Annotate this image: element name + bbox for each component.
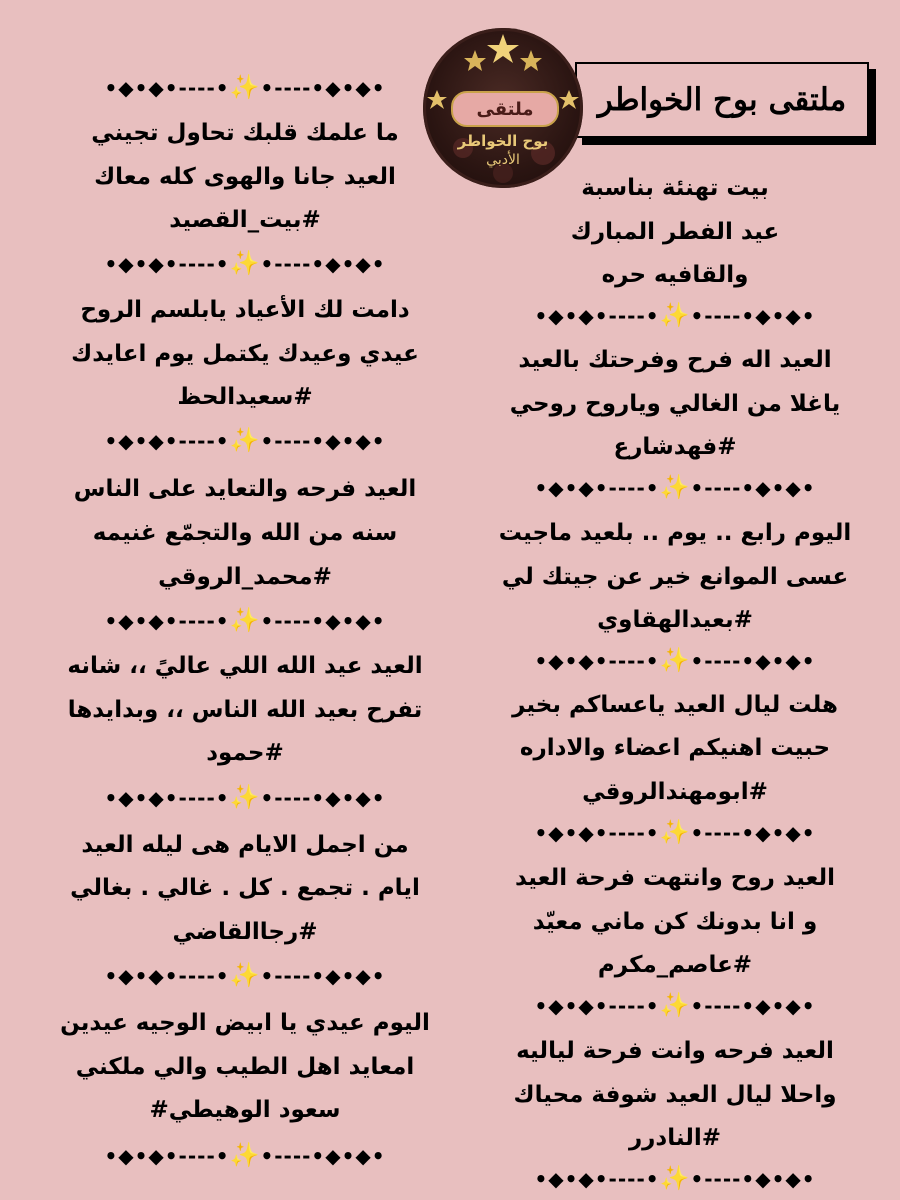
sparkle-icon: ✨ (229, 249, 261, 277)
poem-line: ما علمك قلبك تحاول تجيني (91, 120, 399, 146)
poem-line: العيد عيد الله اللي عاليً ،، شانه (67, 653, 423, 679)
logo-tagline: الأدبي (486, 152, 520, 168)
intro-line: بيت تهنئة بناسبة (581, 175, 769, 201)
poem-line: تفرح بعيد الله الناس ،، وبدايدها (67, 697, 423, 723)
ornament-divider: •◆•◆•----•✨•----•◆•◆• (534, 1164, 816, 1192)
ornament-divider: •◆•◆•----•✨•----•◆•◆• (104, 73, 386, 101)
poem-line: العيد فرحه وانت فرحة لياليه (516, 1038, 834, 1064)
sparkle-icon: ✨ (659, 818, 691, 846)
sparkle-icon: ✨ (659, 473, 691, 501)
ornament-divider: •◆•◆•----•✨•----•◆•◆• (534, 818, 816, 846)
sparkle-icon: ✨ (659, 301, 691, 329)
poem-line: العيد جانا والهوى كله معاك (94, 164, 396, 190)
poem-author: #عاصم_مكرم (597, 952, 753, 978)
poem-author: #سعيدالحظ (177, 384, 313, 410)
poem-line: من اجمل الايام هى ليله العيد (81, 832, 409, 858)
poem-line: سنه من الله والتجمّع غنيمه (92, 520, 398, 546)
sparkle-icon: ✨ (659, 991, 691, 1019)
ornament-divider: •◆•◆•----•✨•----•◆•◆• (534, 991, 816, 1019)
poem-author: #محمد_الروقي (158, 564, 332, 590)
poem-line: حبيت اهنيكم اعضاء والاداره (519, 735, 831, 761)
sparkle-icon: ✨ (229, 426, 261, 454)
poem-line: ايام . تجمع . كل . غالي . بغالي (70, 875, 420, 901)
sparkle-icon: ✨ (229, 73, 261, 101)
sparkle-icon: ✨ (229, 783, 261, 811)
sparkle-icon: ✨ (659, 1164, 691, 1192)
poem-author: #حمود (206, 740, 284, 766)
logo-subtitle: بوح الخواطر (457, 132, 549, 150)
ornament-divider: •◆•◆•----•✨•----•◆•◆• (104, 426, 386, 454)
logo-name: ملتقى (451, 91, 559, 127)
sparkle-icon: ✨ (229, 961, 261, 989)
ornament-divider: •◆•◆•----•✨•----•◆•◆• (104, 1141, 386, 1169)
poem-line: اليوم رابع .. يوم .. بلعيد ماجيت (498, 520, 852, 546)
poem-line: العيد اله فرح وفرحتك بالعيد (518, 347, 832, 373)
poem-line: و انا بدونك كن ماني معيّد (532, 909, 818, 935)
page-title-box (575, 62, 869, 138)
poem-line: عسى الموانع خير عن جيتك لي (501, 564, 849, 590)
ornament-divider: •◆•◆•----•✨•----•◆•◆• (104, 606, 386, 634)
poem-author: #ابومهندالروقي (582, 779, 768, 805)
poem-line: اليوم عيدي يا ابيض الوجيه عيدين (60, 1010, 430, 1036)
poem-author: #فهدشارع (613, 434, 737, 460)
poem-line: العيد روح وانتهت فرحة العيد (514, 865, 836, 891)
poem-line: عيدي وعيدك يكتمل يوم اعايدك (71, 341, 419, 367)
ornament-divider: •◆•◆•----•✨•----•◆•◆• (104, 783, 386, 811)
sparkle-icon: ✨ (229, 1141, 261, 1169)
poem-line: واحلا ليال العيد شوفة محياك (513, 1082, 837, 1108)
ornament-divider: •◆•◆•----•✨•----•◆•◆• (104, 249, 386, 277)
sparkle-icon: ✨ (659, 646, 691, 674)
intro-line: عيد الفطر المبارك (570, 219, 780, 245)
ornament-divider: •◆•◆•----•✨•----•◆•◆• (534, 301, 816, 329)
poem-author: #بيت_القصيد (169, 207, 321, 233)
poem-author: سعود الوهيطي# (149, 1097, 341, 1123)
poem-line: العيد فرحه والتعايد على الناس (73, 476, 417, 502)
poem-author: #النادرر (628, 1125, 722, 1151)
poem-author: #رجاالقاضي (172, 919, 318, 945)
sparkle-icon: ✨ (229, 606, 261, 634)
poem-line: ياغلا من الغالي وياروح روحي (509, 391, 841, 417)
poem-author: #بعيدالهقاوي (597, 607, 753, 633)
intro-line: والقافيه حره (601, 262, 749, 288)
poem-line: هلت ليال العيد ياعساكم بخير (512, 692, 838, 718)
poem-line: امعايد اهل الطيب والي ملكني (75, 1054, 415, 1080)
ornament-divider: •◆•◆•----•✨•----•◆•◆• (104, 961, 386, 989)
poem-line: دامت لك الأعياد يابلسم الروح (80, 297, 410, 323)
ornament-divider: •◆•◆•----•✨•----•◆•◆• (534, 646, 816, 674)
page-title: ملتقى بوح الخواطر (597, 82, 847, 118)
ornament-divider: •◆•◆•----•✨•----•◆•◆• (534, 473, 816, 501)
